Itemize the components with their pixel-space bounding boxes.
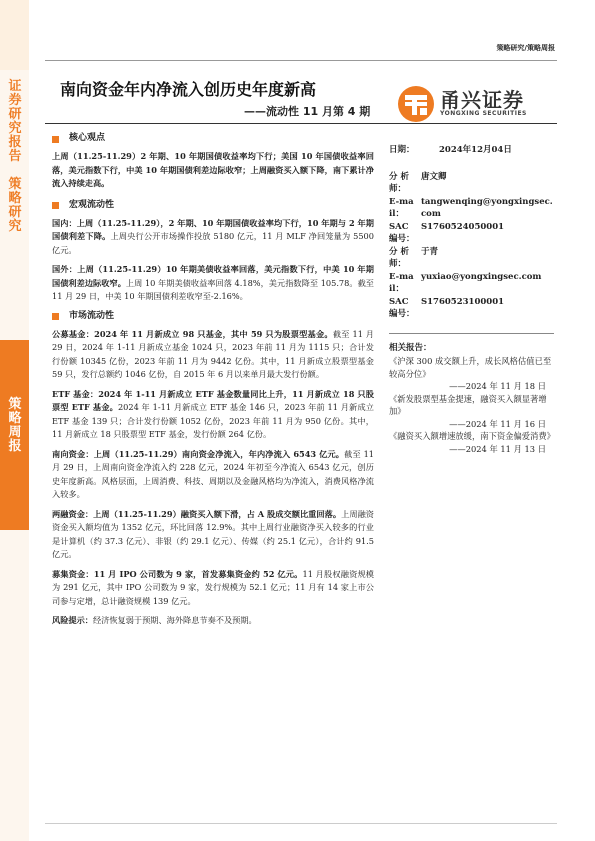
analyst-name: 于青 xyxy=(421,246,439,257)
core-summary: 上周（11.25-11.29）2 年期、10 年期国债收益率均下行；美国 10 年国债收益率回落，美元指数下行，中美 10 年期国债利差边际收窄；上周融资买入额下降，南下累计净流入持续走高。 xyxy=(52,151,374,188)
sidebar-category-research-report: 证券研究报告 xyxy=(8,79,22,164)
related-report-date: ——2024 年 11 月 13 日 xyxy=(449,443,546,454)
analyst-sac: S1760523100001 xyxy=(421,296,505,307)
left-sidebar xyxy=(0,0,29,841)
analyst-sac: S1760524050001 xyxy=(421,221,505,232)
paragraph-lead: 募集资金：11 月 IPO 公司数为 9 家，首发募集资金约 52 亿元。 xyxy=(52,568,303,579)
section-heading-core xyxy=(52,132,374,146)
related-report-date: ——2024 年 11 月 16 日 xyxy=(449,418,546,429)
report-meta xyxy=(389,144,554,455)
risk-text: 经济恢复弱于预期、海外降息节奏不及预期。 xyxy=(92,615,257,625)
related-reports xyxy=(389,333,554,456)
paragraph-body: 上周 10 年期美债收益率回落 4.18%，美元指数降至 105.78。截至 11 月 29 日，中美 10 年期国债利差收窄至-2.16%。 xyxy=(52,277,374,301)
paragraph-foreign xyxy=(52,263,374,304)
logo-english: YONGXING SECURITIES xyxy=(440,110,527,117)
paragraph-lead: 国外：上周（11.25-11.29）10 年期美债收益率回落，美元指数下行，中美 10 年期国债利差边际收窄。 xyxy=(52,264,374,288)
email-label: E-mail： xyxy=(389,196,414,219)
paragraph-lead: 南向资金：上周（11.25-11.29）南向资金净流入，年内净流入 6543 亿元。 xyxy=(52,448,345,459)
related-title: 相关报告： xyxy=(389,333,554,355)
page-title: 南向资金年内净流入创历史年度新高 xyxy=(60,80,317,99)
paragraph-body: 上周央行公开市场操作投放 5180 亿元，11 月 MLF 净回笼量为 5500 亿元。 xyxy=(52,231,374,255)
paragraph-lead: 国内：上周（11.25-11.29），2 年期、10 年期国债收益率均下行，10 年期与 2 年期国债利差下降。 xyxy=(52,217,374,241)
related-report-title[interactable]: 《新发股票型基金提速，融资买入额显著增加》 xyxy=(389,393,547,416)
report-date xyxy=(389,144,554,157)
paragraph-body: 截至 11 月 29 日，上周南向资金净流入约 228 亿元，2024 年初至今净流入 6543 亿元，创历史年度新高。风格层面，上周消费、科技、周期以及金融风格均为净流入，消费风格净流入较多。 xyxy=(52,448,374,499)
orange-square-icon xyxy=(52,202,59,209)
paragraph-body: 截至 11 月 29 日，2024 年 1-11 月新成立基金 1024 只，2023 年前 11 月为 1115 只；合计发行份额 10345 亿份，2023 年前 11 月为 9442 亿份。其中，11 月新成立股票型基金 59 只，发行总额约 1046 亿份，自 2015 年 6 月以来单月最大发行份额。 xyxy=(52,328,374,379)
analyst-block xyxy=(389,246,554,321)
email-label: E-mail： xyxy=(389,271,414,294)
paragraph-fund xyxy=(52,328,374,382)
related-report-title[interactable]: 《融资买入额增速放缓，南下资金偏爱消费》 xyxy=(389,431,555,441)
orange-square-icon xyxy=(52,136,59,143)
paragraph-body: 上周融资资金买入额均值为 1352 亿元，环比回落 12.9%。其中上周行业融资净买入较多的行业是计算机（约 37.3 亿元）、非银（约 29.1 亿元）、传媒（约 25.1 亿元），合计约 91.5 亿元。 xyxy=(52,508,374,559)
paragraph-body: 11 月股权融资规模为 291 亿元，其中 IPO 公司数为 9 家，发行规模为 52.1 亿元；11 月有 14 家上市公司参与定增，总计融资规模 139 亿元。 xyxy=(52,568,374,606)
paragraph-margin xyxy=(52,508,374,562)
header-divider xyxy=(45,60,557,61)
analyst-email[interactable]: tangwenqing@yongxingsec.com xyxy=(421,196,553,219)
logo-name: 甬兴证券 xyxy=(440,88,524,112)
section-heading-macro xyxy=(52,199,374,213)
section-heading-text: 核心观点 xyxy=(69,133,106,144)
risk-warning xyxy=(52,614,374,628)
section-heading-market xyxy=(52,310,374,324)
sidebar-category-strategy: 策略研究 xyxy=(8,177,22,234)
paragraph-lead: 公募基金：2024 年 11 月新成立 98 只基金，其中 59 只为股票型基金。 xyxy=(52,328,333,339)
analyst-email[interactable]: yuxiao@yongxingsec.com xyxy=(421,271,542,282)
page-subtitle: ——流动性 11 月第 4 期 xyxy=(244,105,371,118)
section-heading-text: 宏观流动性 xyxy=(69,199,115,210)
analyst-label: 分 析 师： xyxy=(389,171,409,194)
orange-square-icon xyxy=(52,313,59,320)
related-report-date: ——2024 年 11 月 18 日 xyxy=(449,381,546,391)
section-heading-text: 市场流动性 xyxy=(69,310,115,321)
risk-label: 风险提示： xyxy=(52,615,93,625)
analyst-label: 分 析 师： xyxy=(389,246,409,269)
date-label: 日期： xyxy=(389,145,415,155)
analyst-name: 唐文卿 xyxy=(421,171,447,182)
paragraph-body: 2024 年 1-11 月新成立 ETF 基金 146 只，2023 年前 11 月新成立 ETF 基金 139 只；合计发行份额 1052 亿份，2023 年前 11 月为 950 亿份。其中，11 月新成立 18 只股票型 ETF 基金，发行份额 264 亿份。 xyxy=(52,402,374,439)
paragraph-southbound xyxy=(52,448,374,502)
sidebar-top-band xyxy=(0,0,29,70)
paragraph-etf xyxy=(52,388,374,442)
title-divider xyxy=(45,123,557,124)
sidebar-category-weekly: 策略周报 xyxy=(8,397,22,454)
header-tag: 策略研究/策略周报 xyxy=(496,44,555,52)
sac-label: SAC编号： xyxy=(389,221,415,244)
date-value: 2024年12月04日 xyxy=(439,145,512,155)
paragraph-lead: ETF 基金：2024 年 1-11 月新成立 ETF 基金数量同比上升，11 月新成立 18 只股票型 ETF 基金。 xyxy=(52,388,374,412)
main-content xyxy=(52,132,374,634)
paragraph-ipo xyxy=(52,568,374,609)
related-report-title[interactable]: 《沪深 300 成交额上升，成长风格估值已至较高分位》 xyxy=(389,356,552,379)
footer-divider xyxy=(45,823,557,824)
paragraph-lead: 两融资金：上周（11.25-11.29）融资买入额下滑，占 A 股成交额比重回落。 xyxy=(52,508,342,519)
sac-label: SAC编号： xyxy=(389,296,415,319)
analyst-block xyxy=(389,171,554,246)
paragraph-domestic xyxy=(52,217,374,258)
